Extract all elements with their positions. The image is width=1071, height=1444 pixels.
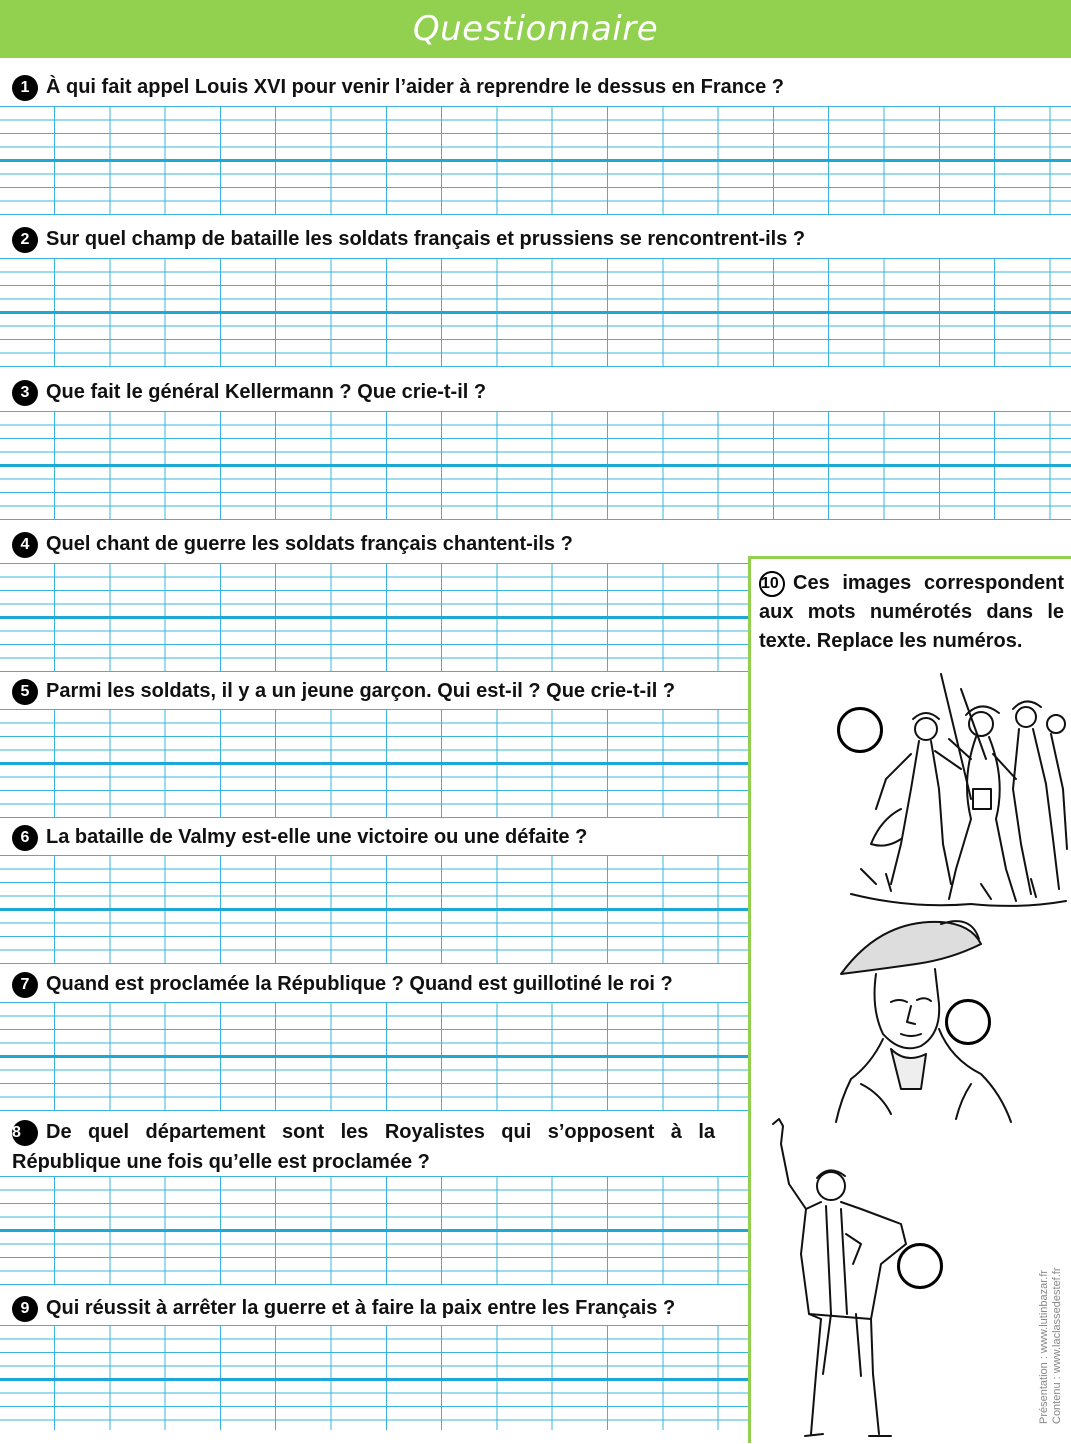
question-2 — [12, 224, 805, 254]
page-title: Questionnaire — [412, 9, 659, 49]
answer-circle-soldiers[interactable] — [837, 707, 883, 753]
question-1-text: À qui fait appel Louis XVI pour venir l’aider à reprendre le dessus en France ? — [46, 76, 784, 98]
answer-circle-portrait[interactable] — [945, 999, 991, 1045]
answer-circle-standing-man[interactable] — [897, 1243, 943, 1289]
question-6-number: 6 — [12, 825, 38, 851]
question-1-number: 1 — [12, 75, 38, 101]
question-7-text: Quand est proclamée la République ? Quand est guillotiné le roi ? — [46, 973, 673, 995]
question-8-text: De quel département sont les Royalistes qui s’opposent à la République une fois qu’elle est proclamée ? — [12, 1121, 715, 1173]
portrait-bicorne-illustration — [821, 914, 1021, 1124]
question-7 — [12, 969, 673, 999]
question-7-number: 7 — [12, 972, 38, 998]
question-10 — [759, 569, 1064, 656]
question-4 — [12, 529, 573, 559]
answer-grid-6[interactable] — [0, 855, 748, 964]
question-10-text: Ces images correspondent aux mots numérotés dans le texte. Replace les numéros. — [759, 572, 1064, 652]
answer-grid-8[interactable] — [0, 1176, 748, 1285]
credit-content: Contenu : www.laclassedestef.fr — [1051, 1267, 1063, 1424]
question-3-number: 3 — [12, 380, 38, 406]
question-2-text: Sur quel champ de bataille les soldats français et prussiens se rencontrent-ils ? — [46, 228, 806, 250]
question-4-number: 4 — [12, 532, 38, 558]
question-9 — [12, 1293, 675, 1323]
soldiers-illustration — [831, 669, 1071, 914]
question-8 — [12, 1117, 715, 1177]
answer-grid-9[interactable] — [0, 1325, 748, 1430]
question-1 — [12, 72, 784, 102]
question-8-number: 8 — [12, 1120, 38, 1146]
answer-grid-7[interactable] — [0, 1002, 748, 1111]
credit-presentation: Présentation : www.lutinbazar.fr — [1038, 1269, 1050, 1424]
question-5-text: Parmi les soldats, il y a un jeune garçon. Qui est-il ? Que crie-t-il ? — [46, 680, 676, 702]
image-panel — [748, 556, 1071, 1443]
question-5 — [12, 676, 675, 706]
question-6 — [12, 822, 587, 852]
answer-grid-3[interactable] — [0, 411, 1071, 520]
question-3-text: Que fait le général Kellermann ? Que crie-t-il ? — [46, 381, 487, 403]
question-9-text: Qui réussit à arrêter la guerre et à faire la paix entre les Français ? — [46, 1297, 676, 1319]
question-6-text: La bataille de Valmy est-elle une victoire ou une défaite ? — [46, 826, 588, 848]
question-4-text: Quel chant de guerre les soldats français chantent-ils ? — [46, 533, 573, 555]
question-10-number: 10 — [759, 571, 785, 597]
answer-grid-4[interactable] — [0, 563, 748, 672]
answer-grid-2[interactable] — [0, 258, 1071, 367]
answer-grid-5[interactable] — [0, 709, 748, 818]
question-5-number: 5 — [12, 679, 38, 705]
question-9-number: 9 — [12, 1296, 38, 1322]
question-3 — [12, 377, 486, 407]
credits — [1038, 1267, 1064, 1424]
page-header — [0, 0, 1071, 58]
question-2-number: 2 — [12, 227, 38, 253]
answer-grid-1[interactable] — [0, 106, 1071, 215]
